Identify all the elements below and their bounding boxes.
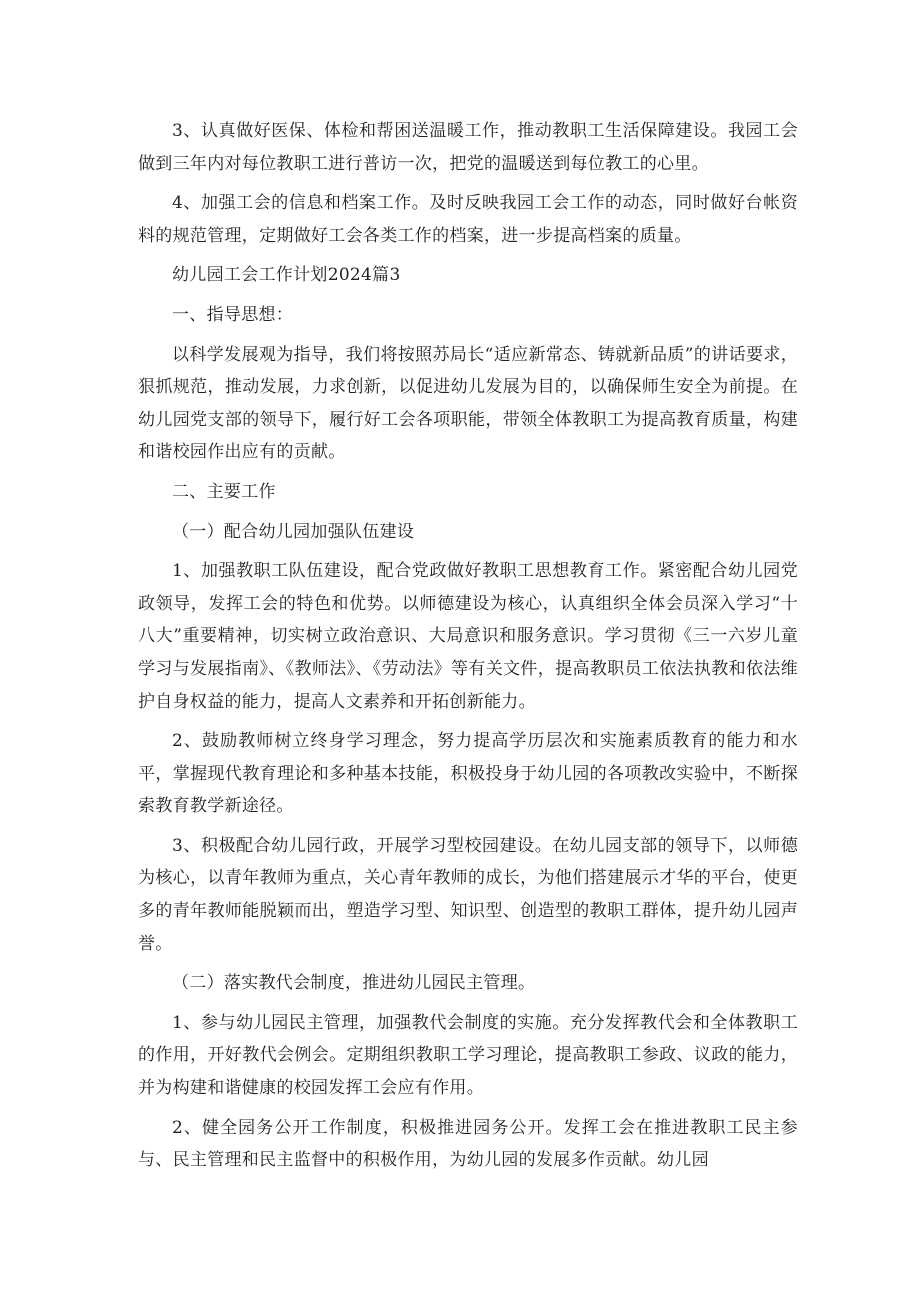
section-title: 幼儿园工会工作计划2024篇3 xyxy=(172,265,401,286)
heading-main-work: 二、主要工作 xyxy=(172,481,276,502)
document-page xyxy=(138,115,798,1177)
paragraph-congress-1: 1、参与幼儿园民主管理，加强教代会制度的实施。充分发挥教代会和全体教职工的作用，开好教代会例会。定期组织教职工学习理论，提高教职工参政、议政的能力，并为构建和谐健康的校园发挥工会应有作用。 xyxy=(138,1012,798,1099)
subheading-congress-system: （二）落实教代会制度，推进幼儿园民主管理。 xyxy=(172,973,536,994)
paragraph-team-1: 1、加强教职工队伍建设，配合党政做好教职工思想教育工作。紧密配合幼儿园党政领导，发挥工会的特色和优势。以师德建设为核心，认真组织全体会员深入学习“十八大”重要精神，切实树立政治意识、大局意识和服务意识。学习贯彻《三一六岁儿童学习与发展指南》、《教师法》、《劳动法》等有关文件，提高教职员工依法执教和依法维护自身权益的能力，提高人文素养和开拓创新能力。 xyxy=(138,561,798,712)
paragraph-team-3: 3、积极配合幼儿园行政，开展学习型校园建设。在幼儿园支部的领导下，以师德为核心，以青年教师为重点，关心青年教师的成长，为他们搭建展示才华的平台，使更多的青年教师能脱颖而出，塑造学习型、知识型、创造型的教职工群体，提升幼儿园声誉。 xyxy=(138,835,798,954)
paragraph-congress-2: 2、健全园务公开工作制度，积极推进园务公开。发挥工会在推进教职工民主参与、民主管理和民主监督中的积极作用，为幼儿园的发展多作贡献。幼儿园 xyxy=(138,1117,798,1171)
heading-guiding-thought: 一、指导思想： xyxy=(172,304,294,325)
paragraph-guiding-thought: 以科学发展观为指导，我们将按照苏局长“适应新常态、铸就新品质”的讲话要求，狠抓规范，推动发展，力求创新，以促进幼儿发展为目的，以确保师生安全为前提。在幼儿园党支部的领导下，履行好工会各项职能，带领全体教职工为提高教育质量，构建和谐校园作出应有的贡献。 xyxy=(138,344,798,463)
paragraph-item-3: 3、认真做好医保、体检和帮困送温暖工作，推动教职工生活保障建设。我园工会做到三年内对每位教职工进行普访一次，把党的温暖送到每位教工的心里。 xyxy=(138,121,798,174)
subheading-team-building: （一）配合幼儿园加强队伍建设 xyxy=(172,521,415,542)
paragraph-item-4: 4、加强工会的信息和档案工作。及时反映我园工会工作的动态，同时做好台帐资料的规范管理，定期做好工会各类工作的档案，进一步提高档案的质量。 xyxy=(138,193,798,246)
paragraph-team-2: 2、鼓励教师树立终身学习理念，努力提高学历层次和实施素质教育的能力和水平，掌握现代教育理论和多种基本技能，积极投身于幼儿园的各项教改实验中，不断探索教育教学新途径。 xyxy=(138,731,798,817)
